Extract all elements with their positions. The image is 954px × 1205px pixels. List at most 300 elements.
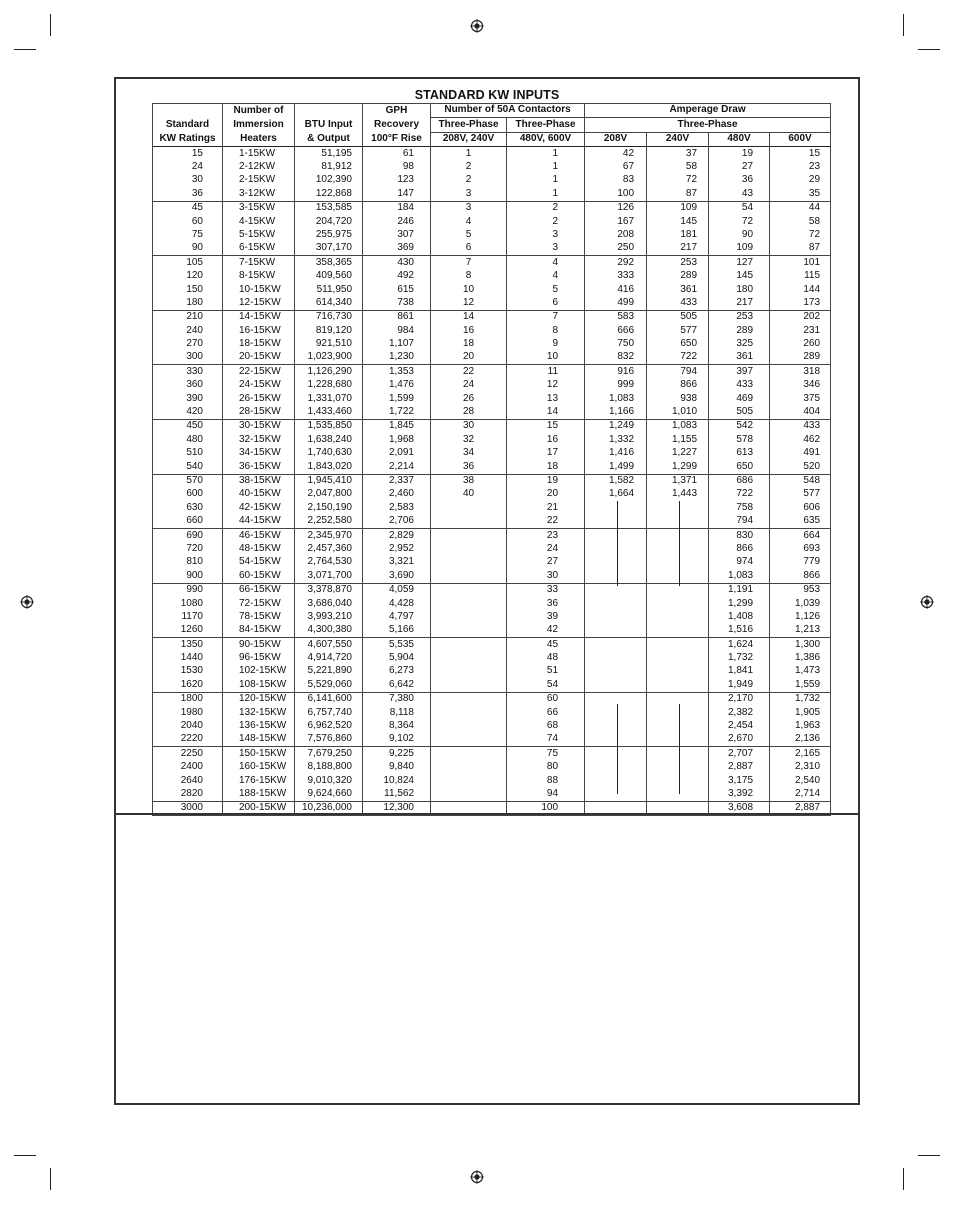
table-cell: 24-15KW [223, 379, 295, 392]
table-cell: 1,039 [770, 597, 831, 610]
table-cell: 101 [770, 256, 831, 270]
crop-mark [50, 1168, 51, 1190]
table-cell: 1,638,240 [295, 433, 363, 446]
table-cell: 361 [647, 283, 709, 296]
table-cell: 7 [431, 256, 507, 270]
table-cell: 650 [709, 460, 770, 474]
table-cell [431, 515, 507, 529]
table-cell: 40-15KW [223, 488, 295, 501]
table-cell: 3,686,040 [295, 597, 363, 610]
table-cell: 1 [507, 147, 585, 161]
table-cell [431, 678, 507, 692]
header-gph-2: 100°F Rise [363, 132, 431, 146]
table-cell: 13 [507, 392, 585, 405]
table-cell: 260 [770, 338, 831, 351]
table-cell [431, 774, 507, 787]
table-cell: 1,664 [585, 488, 647, 501]
table-cell: 58 [770, 215, 831, 228]
table-row [153, 529, 831, 543]
table-cell: 34 [431, 447, 507, 460]
table-cell: 3000 [153, 801, 223, 815]
table-cell: 1,841 [709, 665, 770, 678]
registration-mark-icon [470, 1170, 484, 1184]
table-cell: 900 [153, 569, 223, 583]
table-cell: 20 [507, 488, 585, 501]
table-cell: 173 [770, 296, 831, 310]
table-cell: 3 [507, 242, 585, 256]
table-cell: 102-15KW [223, 665, 295, 678]
table-cell: 11 [507, 365, 585, 379]
table-cell [431, 720, 507, 733]
table-cell: 10 [507, 351, 585, 365]
table-cell: 542 [709, 419, 770, 433]
table-cell: 30 [431, 419, 507, 433]
table-cell: 42-15KW [223, 501, 295, 514]
table-cell [585, 569, 647, 583]
header-btu-2: & Output [295, 132, 363, 146]
table-cell: 666 [585, 324, 647, 337]
table-cell: 1,476 [363, 379, 431, 392]
header-btu-1: BTU Input [295, 118, 363, 132]
table-cell: 1,353 [363, 365, 431, 379]
table-cell: 19 [709, 147, 770, 161]
table-cell: 6 [507, 296, 585, 310]
table-cell: 6,962,520 [295, 720, 363, 733]
table-row [153, 187, 831, 201]
header-standard-1: Standard [153, 118, 223, 132]
table-cell: 693 [770, 543, 831, 556]
table-cell: 18 [507, 460, 585, 474]
table-row [153, 569, 831, 583]
table-cell: 361 [709, 351, 770, 365]
kw-inputs-table [152, 103, 831, 816]
table-cell: 17 [507, 447, 585, 460]
table-cell: 2,460 [363, 488, 431, 501]
table-cell: 3-15KW [223, 201, 295, 215]
table-cell: 2,091 [363, 447, 431, 460]
table-cell [585, 543, 647, 556]
table-cell: 1,299 [647, 460, 709, 474]
table-cell: 109 [709, 242, 770, 256]
table-cell: 10 [431, 283, 507, 296]
table-cell: 20 [431, 351, 507, 365]
table-cell: 15 [507, 419, 585, 433]
table-cell: 42 [585, 147, 647, 161]
table-cell: 358,365 [295, 256, 363, 270]
header-contactors: Number of 50A Contactors [431, 104, 585, 118]
table-cell: 246 [363, 215, 431, 228]
table-row [153, 706, 831, 719]
crop-mark [903, 14, 904, 36]
table-cell: 87 [647, 187, 709, 201]
table-cell: 3 [431, 201, 507, 215]
table-cell: 420 [153, 406, 223, 420]
table-cell: 5-15KW [223, 229, 295, 242]
table-cell [431, 543, 507, 556]
table-cell: 12 [507, 379, 585, 392]
table-cell: 4 [507, 270, 585, 283]
table-cell: 5,904 [363, 652, 431, 665]
table-cell [431, 706, 507, 719]
registration-mark-icon [20, 595, 34, 609]
table-cell: 44-15KW [223, 515, 295, 529]
table-cell: 208 [585, 229, 647, 242]
table-cell: 10,236,000 [295, 801, 363, 815]
table-cell: 511,950 [295, 283, 363, 296]
table-cell: 90-15KW [223, 638, 295, 652]
table-cell [647, 501, 709, 514]
table-cell: 72 [709, 215, 770, 228]
table-cell [585, 624, 647, 638]
table-row [153, 747, 831, 761]
table-cell: 88 [507, 774, 585, 787]
table-cell: 24 [153, 161, 223, 174]
table-cell: 24 [431, 379, 507, 392]
table-cell: 15 [153, 147, 223, 161]
table-cell: 27 [507, 556, 585, 569]
table-cell [647, 692, 709, 706]
table-cell [431, 501, 507, 514]
table-cell: 1800 [153, 692, 223, 706]
table-cell: 984 [363, 324, 431, 337]
table-cell: 2,714 [770, 788, 831, 802]
table-cell [647, 515, 709, 529]
table-cell: 615 [363, 283, 431, 296]
table-cell: 35 [770, 187, 831, 201]
table-cell: 333 [585, 270, 647, 283]
table-cell: 409,560 [295, 270, 363, 283]
table-cell: 4,607,550 [295, 638, 363, 652]
table-cell [585, 529, 647, 543]
table-cell: 548 [770, 474, 831, 488]
table-cell [647, 678, 709, 692]
table-row [153, 733, 831, 747]
table-cell [585, 733, 647, 747]
table-cell: 4,428 [363, 597, 431, 610]
header-number-1: Immersion [223, 118, 295, 132]
table-cell: 430 [363, 256, 431, 270]
table-cell: 1,443 [647, 488, 709, 501]
continuation-line [679, 501, 680, 586]
table-cell: 16-15KW [223, 324, 295, 337]
table-cell: 2 [507, 215, 585, 228]
page-title: STANDARD KW INPUTS [414, 88, 560, 102]
table-cell: 14 [507, 406, 585, 420]
table-cell: 94 [507, 788, 585, 802]
table-cell: 450 [153, 419, 223, 433]
table-cell: 7-15KW [223, 256, 295, 270]
table-cell: 90 [153, 242, 223, 256]
table-cell: 7,679,250 [295, 747, 363, 761]
table-cell: 1,083 [585, 392, 647, 405]
table-cell: 520 [770, 460, 831, 474]
crop-mark [903, 1168, 904, 1190]
table-cell: 5,529,060 [295, 678, 363, 692]
table-cell: 1260 [153, 624, 223, 638]
table-cell [585, 706, 647, 719]
table-cell: 2,345,970 [295, 529, 363, 543]
table-cell: 68 [507, 720, 585, 733]
table-cell: 974 [709, 556, 770, 569]
table-cell: 583 [585, 310, 647, 324]
table-cell [431, 569, 507, 583]
table-cell: 4,059 [363, 583, 431, 597]
table-cell [431, 747, 507, 761]
table-cell: 360 [153, 379, 223, 392]
table-cell: 1-15KW [223, 147, 295, 161]
table-row [153, 515, 831, 529]
table-cell: 180 [153, 296, 223, 310]
table-cell: 866 [647, 379, 709, 392]
table-cell: 75 [507, 747, 585, 761]
table-cell: 3 [507, 229, 585, 242]
table-cell: 2,540 [770, 774, 831, 787]
table-row [153, 147, 831, 161]
table-cell: 3-12KW [223, 187, 295, 201]
table-row [153, 433, 831, 446]
table-cell: 145 [709, 270, 770, 283]
table-cell: 8 [431, 270, 507, 283]
table-cell: 1,963 [770, 720, 831, 733]
table-cell: 2400 [153, 761, 223, 774]
table-cell [647, 597, 709, 610]
section-divider [116, 813, 858, 815]
table-cell: 491 [770, 447, 831, 460]
table-cell: 4-15KW [223, 215, 295, 228]
table-cell [647, 624, 709, 638]
table-row [153, 610, 831, 623]
table-cell: 45 [507, 638, 585, 652]
table-cell: 1,228,680 [295, 379, 363, 392]
table-cell: 2,583 [363, 501, 431, 514]
table-cell: 1,371 [647, 474, 709, 488]
header-contactor-volt-low: 208V, 240V [431, 132, 507, 146]
table-cell: 6,757,740 [295, 706, 363, 719]
table-cell: 9,624,660 [295, 788, 363, 802]
table-cell: 30 [153, 174, 223, 187]
table-cell: 6,642 [363, 678, 431, 692]
table-cell: 8,118 [363, 706, 431, 719]
table-cell: 21 [507, 501, 585, 514]
table-cell [585, 720, 647, 733]
table-cell [585, 692, 647, 706]
table-cell: 2,707 [709, 747, 770, 761]
table-cell: 2,670 [709, 733, 770, 747]
table-cell: 12,300 [363, 801, 431, 815]
table-cell [431, 638, 507, 652]
table-cell: 10-15KW [223, 283, 295, 296]
table-cell: 2,214 [363, 460, 431, 474]
table-cell: 20-15KW [223, 351, 295, 365]
table-cell: 2,952 [363, 543, 431, 556]
table-cell: 60 [153, 215, 223, 228]
table-cell: 2,457,360 [295, 543, 363, 556]
table-cell: 5 [431, 229, 507, 242]
table-cell: 1,516 [709, 624, 770, 638]
table-cell: 5,221,890 [295, 665, 363, 678]
table-cell: 54 [709, 201, 770, 215]
table-cell [431, 529, 507, 543]
table-cell: 758 [709, 501, 770, 514]
table-cell: 48-15KW [223, 543, 295, 556]
table-cell: 32 [431, 433, 507, 446]
table-cell [431, 556, 507, 569]
table-cell: 37 [647, 147, 709, 161]
table-cell [647, 720, 709, 733]
table-cell: 630 [153, 501, 223, 514]
table-cell: 990 [153, 583, 223, 597]
table-cell: 1620 [153, 678, 223, 692]
table-cell [647, 556, 709, 569]
table-cell: 204,720 [295, 215, 363, 228]
table-cell: 1,107 [363, 338, 431, 351]
table-row [153, 692, 831, 706]
header-amperage: Amperage Draw [585, 104, 831, 118]
table-cell: 24 [507, 543, 585, 556]
table-cell: 861 [363, 310, 431, 324]
table-cell: 9,225 [363, 747, 431, 761]
table-cell: 22 [431, 365, 507, 379]
table-cell: 921,510 [295, 338, 363, 351]
table-cell: 318 [770, 365, 831, 379]
table-cell: 8,188,800 [295, 761, 363, 774]
table-cell: 60 [507, 692, 585, 706]
table-cell: 144 [770, 283, 831, 296]
table-cell [431, 692, 507, 706]
table-cell: 2,136 [770, 733, 831, 747]
table-cell [585, 583, 647, 597]
table-cell: 16 [507, 433, 585, 446]
table-cell: 5 [507, 283, 585, 296]
table-cell: 492 [363, 270, 431, 283]
table-cell: 1980 [153, 706, 223, 719]
table-cell: 1,126 [770, 610, 831, 623]
registration-mark-icon [470, 19, 484, 33]
table-cell: 33 [507, 583, 585, 597]
table-cell: 29 [770, 174, 831, 187]
header-amperage-phase: Three-Phase [585, 118, 831, 132]
table-cell: 7 [507, 310, 585, 324]
table-cell [647, 543, 709, 556]
table-cell: 1,535,850 [295, 419, 363, 433]
table-cell: 45 [153, 201, 223, 215]
table-cell: 12 [431, 296, 507, 310]
table-cell: 832 [585, 351, 647, 365]
table-cell: 2,310 [770, 761, 831, 774]
table-cell: 1,408 [709, 610, 770, 623]
header-btu-0 [295, 104, 363, 118]
table-cell: 4,300,380 [295, 624, 363, 638]
table-cell [647, 706, 709, 719]
header-number-2: Heaters [223, 132, 295, 146]
crop-mark [50, 14, 51, 36]
table-cell: 6,273 [363, 665, 431, 678]
table-cell: 126 [585, 201, 647, 215]
table-cell: 300 [153, 351, 223, 365]
table-cell: 3,378,870 [295, 583, 363, 597]
table-cell: 1 [431, 147, 507, 161]
table-cell: 416 [585, 283, 647, 296]
table-cell: 1,582 [585, 474, 647, 488]
table-cell [585, 788, 647, 802]
table-cell [585, 610, 647, 623]
table-cell: 46-15KW [223, 529, 295, 543]
table-row [153, 556, 831, 569]
registration-mark-icon [920, 595, 934, 609]
table-cell: 83 [585, 174, 647, 187]
crop-mark [918, 49, 940, 50]
table-cell: 397 [709, 365, 770, 379]
table-row [153, 161, 831, 174]
table-row [153, 229, 831, 242]
table-cell: 181 [647, 229, 709, 242]
table-cell: 6-15KW [223, 242, 295, 256]
table-cell [647, 610, 709, 623]
table-cell: 253 [709, 310, 770, 324]
table-cell [647, 583, 709, 597]
table-cell: 570 [153, 474, 223, 488]
table-cell [585, 761, 647, 774]
table-cell [431, 652, 507, 665]
table-cell: 2,829 [363, 529, 431, 543]
table-cell: 600 [153, 488, 223, 501]
table-cell: 2-15KW [223, 174, 295, 187]
table-cell: 614,340 [295, 296, 363, 310]
header-amp-240v: 240V [647, 132, 709, 146]
table-row [153, 406, 831, 420]
table-cell: 210 [153, 310, 223, 324]
table-cell: 1,023,900 [295, 351, 363, 365]
table-cell: 148-15KW [223, 733, 295, 747]
table-cell: 2040 [153, 720, 223, 733]
table-cell: 202 [770, 310, 831, 324]
table-cell: 510 [153, 447, 223, 460]
table-cell [585, 638, 647, 652]
table-cell: 23 [770, 161, 831, 174]
table-cell: 819,120 [295, 324, 363, 337]
table-cell: 167 [585, 215, 647, 228]
table-cell: 433 [647, 296, 709, 310]
table-cell: 58 [647, 161, 709, 174]
table-cell: 2 [431, 174, 507, 187]
table-cell: 1,386 [770, 652, 831, 665]
table-row [153, 678, 831, 692]
table-cell [585, 501, 647, 514]
table-cell: 5,166 [363, 624, 431, 638]
table-cell: 72-15KW [223, 597, 295, 610]
table-cell: 80 [507, 761, 585, 774]
table-cell: 505 [647, 310, 709, 324]
table-cell: 1,599 [363, 392, 431, 405]
table-cell: 2,887 [770, 801, 831, 815]
table-row [153, 665, 831, 678]
table-row [153, 365, 831, 379]
table-cell: 9,102 [363, 733, 431, 747]
table-row [153, 652, 831, 665]
table-cell: 36 [507, 597, 585, 610]
table-cell [647, 774, 709, 787]
table-cell: 999 [585, 379, 647, 392]
table-cell: 2,047,800 [295, 488, 363, 501]
table-cell: 1080 [153, 597, 223, 610]
table-cell: 120-15KW [223, 692, 295, 706]
table-cell: 346 [770, 379, 831, 392]
table-cell: 51,195 [295, 147, 363, 161]
table-cell: 217 [647, 242, 709, 256]
table-cell: 36 [709, 174, 770, 187]
table-cell: 188-15KW [223, 788, 295, 802]
table-cell: 100 [585, 187, 647, 201]
